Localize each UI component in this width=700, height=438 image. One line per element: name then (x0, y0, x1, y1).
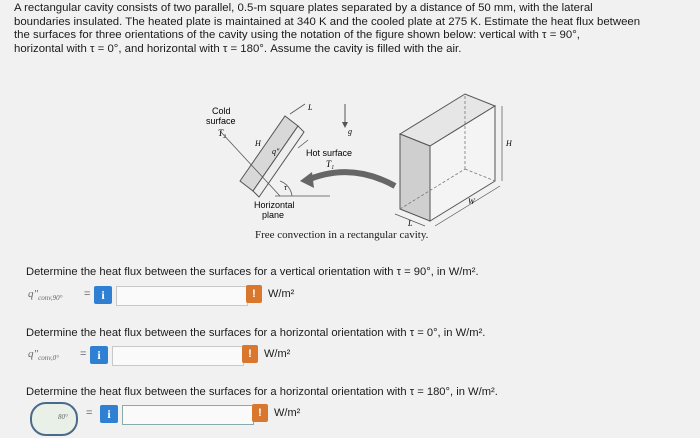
g-label: g (348, 127, 352, 136)
t2-label: T₂ (218, 128, 227, 138)
info-icon[interactable]: i (90, 346, 108, 364)
unit-label: W/m² (268, 288, 295, 300)
q-conv-90-symbol: $q"_{conv,90^\circ}$ (28, 288, 63, 303)
w-label-box: W (468, 197, 475, 206)
curved-arrow (305, 172, 395, 186)
cavity-figure (180, 86, 520, 246)
l-label-small: L (308, 103, 313, 112)
cold-label-2: surface (206, 116, 236, 126)
answer-row-3 (28, 404, 368, 426)
cold-label-1: Cold (212, 106, 231, 116)
warning-icon: ! (252, 404, 268, 422)
l-label-box: L (408, 219, 413, 228)
problem-line-3: the surfaces for three orientations of the cavity using the notation of the figure shown below: vertical with τ = 90°, (14, 29, 580, 42)
q-conv-0-symbol: $q"_{conv,0^\circ}$ (28, 348, 59, 363)
hot-label: Hot surface (306, 148, 353, 158)
info-icon[interactable]: i (94, 286, 112, 304)
problem-statement (14, 2, 694, 56)
cavity-box (395, 94, 502, 226)
heat-flux-180-input[interactable] (122, 405, 254, 425)
question-3-text: Determine the heat flux between the surfaces for a horizontal orientation with τ = 180°, in W/m². (26, 386, 498, 398)
unit-label: W/m² (264, 348, 291, 360)
problem-line-2: boundaries insulated. The heated plate is maintained at 340 K and the cooled plate at 275 K. Estimate the heat flux between (14, 15, 641, 28)
q-label: q" (272, 147, 280, 156)
answer-row-1 (28, 285, 368, 307)
unit-label: W/m² (274, 407, 301, 419)
equals-sign: = (80, 348, 87, 360)
problem-line-1: A rectangular cavity consists of two parallel, 0.5-m square plates separated by a distance of 50 mm, with the lateral (14, 2, 593, 14)
heat-flux-0-input[interactable] (112, 346, 244, 366)
t1-label: T₁ (326, 159, 335, 169)
question-2-text: Determine the heat flux between the surfaces for a horizontal orientation with τ = 0°, in W/m². (26, 327, 486, 339)
warning-icon: ! (246, 285, 262, 303)
q-conv-180-symbol: 80° (58, 413, 68, 422)
question-1-text: Determine the heat flux between the surfaces for a vertical orientation with τ = 90°, in W/m². (26, 266, 479, 278)
heat-flux-90-input[interactable] (116, 286, 248, 306)
answer-row-2 (28, 345, 368, 367)
horizontal-label-2: plane (262, 210, 285, 220)
h-label-box: H (506, 139, 512, 148)
tau-label: τ (284, 183, 287, 192)
info-icon[interactable]: i (100, 405, 118, 423)
problem-line-4: horizontal with τ = 0°, and horizontal with τ = 180°. Assume the cavity is filled with the air. (14, 42, 462, 55)
figure-caption: Free convection in a rectangular cavity. (255, 229, 429, 241)
h-label-small: H (255, 139, 261, 148)
horizontal-label-1: Horizontal (254, 200, 295, 210)
equals-sign: = (86, 407, 93, 419)
equals-sign: = (84, 288, 91, 300)
warning-icon: ! (242, 345, 258, 363)
